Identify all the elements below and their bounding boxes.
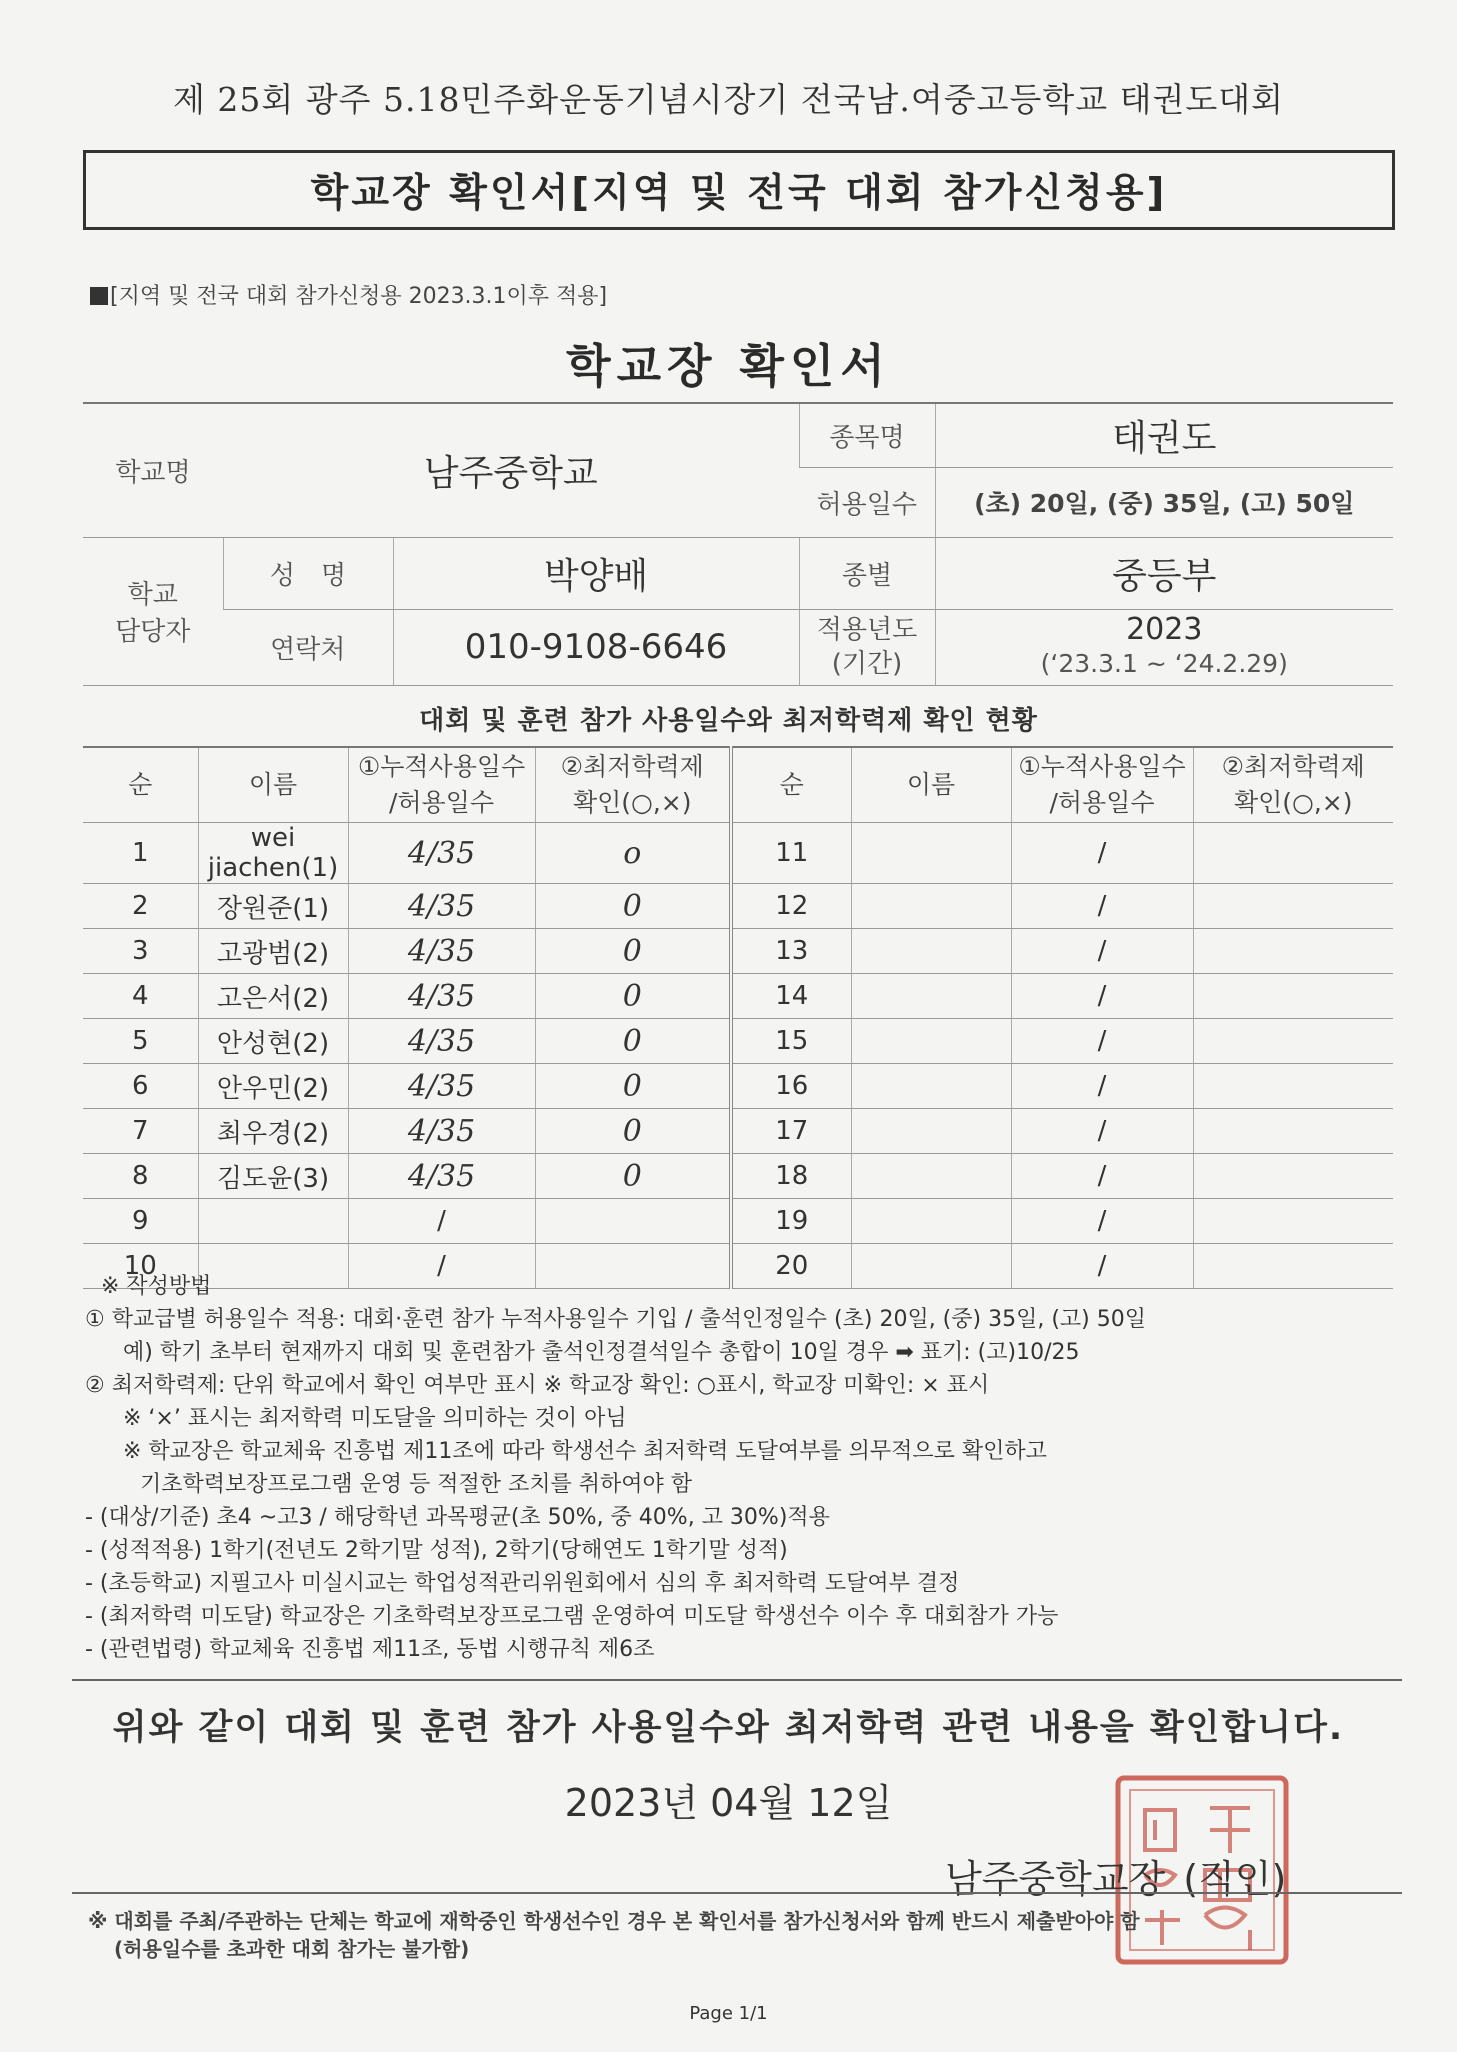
header-days-right-line-2: /허용일수 xyxy=(1049,788,1155,817)
student-name: 김도윤(3) xyxy=(198,1154,348,1199)
sport-value: 태권도 xyxy=(935,403,1393,467)
usage-table xyxy=(83,746,1393,1289)
days-used: / xyxy=(1011,1064,1193,1109)
row-number: 5 xyxy=(83,1019,198,1064)
header-check-right-line-2: 확인(○,×) xyxy=(1233,788,1353,817)
student-name: 고광범(2) xyxy=(198,929,348,974)
minimum-check: 0 xyxy=(535,884,731,929)
header-check-line-2: 확인(○,×) xyxy=(572,788,692,817)
square-bullet-icon xyxy=(90,287,108,305)
days-used: / xyxy=(348,1244,535,1289)
header-check-right xyxy=(1193,747,1393,823)
minimum-check xyxy=(1193,929,1393,974)
method-line-11: - (관련법령) 학교체육 진흥법 제11조, 동법 시행규칙 제6조 xyxy=(85,1637,655,1662)
student-name xyxy=(198,1199,348,1244)
notice-line xyxy=(90,279,607,310)
header-check-right-line-1: ②최저학력제 xyxy=(1221,752,1365,781)
days-used: 4/35 xyxy=(348,1109,535,1154)
method-line-3: ② 최저학력제: 단위 학교에서 확인 여부만 표시 ※ 학교장 확인: ○표시, 학교장 미확인: × 표시 xyxy=(85,1373,990,1398)
header-days-line-1: ①누적사용일수 xyxy=(357,752,526,781)
row-number: 7 xyxy=(83,1109,198,1154)
sport-label: 종목명 xyxy=(799,403,935,467)
student-name: wei jiachen(1) xyxy=(198,823,348,884)
minimum-check xyxy=(1193,1019,1393,1064)
student-name: 최우경(2) xyxy=(198,1109,348,1154)
table-row xyxy=(83,1109,1393,1154)
manager-label-line-1: 학교 xyxy=(127,580,178,610)
days-used: / xyxy=(1011,1154,1193,1199)
header-check xyxy=(535,747,731,823)
minimum-check xyxy=(1193,1199,1393,1244)
days-used: 4/35 xyxy=(348,823,535,884)
box-title: 학교장 확인서[지역 및 전국 대회 참가신청용] xyxy=(310,171,1168,216)
manager-name: 박양배 xyxy=(393,537,799,609)
header-days-right-line-1: ①누적사용일수 xyxy=(1018,752,1186,781)
table-row xyxy=(83,1199,1393,1244)
minimum-check: 0 xyxy=(535,1064,731,1109)
student-name xyxy=(851,929,1011,974)
notice-text: [지역 및 전국 대회 참가신청용 2023.3.1이후 적용] xyxy=(110,284,608,309)
student-name xyxy=(851,974,1011,1019)
minimum-check: 0 xyxy=(535,1019,731,1064)
days-used: 4/35 xyxy=(348,884,535,929)
division-value: 중등부 xyxy=(935,537,1393,609)
row-number: 14 xyxy=(731,974,851,1019)
table-row xyxy=(83,1019,1393,1064)
year-label xyxy=(799,609,935,685)
days-used: / xyxy=(1011,929,1193,974)
table-row xyxy=(83,823,1393,884)
seal-label: (직인) xyxy=(1183,1857,1287,1901)
minimum-check xyxy=(1193,974,1393,1019)
days-used: 4/35 xyxy=(348,1064,535,1109)
year-label-line-2: (기간) xyxy=(831,649,903,679)
method-line-1: ① 학교급별 허용일수 적용: 대회·훈련 참가 누적사용일수 기입 / 출석인정일수 (초) 20일, (중) 35일, (고) 50일 xyxy=(85,1307,1146,1332)
document-title: 학교장 확인서 xyxy=(566,339,891,393)
minimum-check: 0 xyxy=(535,1109,731,1154)
header-days xyxy=(348,747,535,823)
school-name: 남주중학교 xyxy=(223,403,799,537)
table-row xyxy=(83,929,1393,974)
header-name: 이름 xyxy=(198,747,348,823)
contact-label: 연락처 xyxy=(223,609,393,685)
row-number: 3 xyxy=(83,929,198,974)
table-header-row xyxy=(83,747,1393,823)
header-no-right: 순 xyxy=(731,747,851,823)
row-number: 9 xyxy=(83,1199,198,1244)
confirm-statement: 위와 같이 대회 및 훈련 참가 사용일수와 최저학력 관련 내용을 확인합니다. xyxy=(112,1708,1345,1748)
principal-name: 남주중학교장 xyxy=(945,1857,1166,1901)
minimum-check xyxy=(535,1199,731,1244)
method-line-6: 기초학력보장프로그램 운영 등 적절한 조치를 취하여야 함 xyxy=(140,1472,693,1497)
division-label: 종별 xyxy=(799,537,935,609)
student-name xyxy=(851,1199,1011,1244)
table-row xyxy=(83,884,1393,929)
days-used: / xyxy=(348,1199,535,1244)
minimum-check xyxy=(1193,1064,1393,1109)
student-name xyxy=(851,1064,1011,1109)
footer-divider xyxy=(72,1892,1402,1894)
minimum-check xyxy=(1193,884,1393,929)
footer-note xyxy=(88,1907,1388,1963)
row-number: 16 xyxy=(731,1064,851,1109)
student-name: 장원준(1) xyxy=(198,884,348,929)
header-no: 순 xyxy=(83,747,198,823)
days-used: / xyxy=(1011,1109,1193,1154)
student-name xyxy=(851,884,1011,929)
row-number: 6 xyxy=(83,1064,198,1109)
days-used: / xyxy=(1011,823,1193,884)
footer-note-line-2: (허용일수를 초과한 대회 참가는 불가함) xyxy=(114,1937,470,1961)
allow-days-label: 허용일수 xyxy=(799,467,935,537)
method-line-2: 예) 학기 초부터 현재까지 대회 및 훈련참가 출석인정결석일수 총합이 10일 경우 ➡ 표기: (고)10/25 xyxy=(123,1340,1080,1365)
minimum-check: 0 xyxy=(535,929,731,974)
manager-label-line-2: 담당자 xyxy=(115,617,191,647)
row-number: 10 xyxy=(83,1244,198,1289)
student-name xyxy=(851,1019,1011,1064)
minimum-check xyxy=(1193,823,1393,884)
minimum-check: 0 xyxy=(535,974,731,1019)
student-name: 고은서(2) xyxy=(198,974,348,1019)
row-number: 11 xyxy=(731,823,851,884)
year-label-line-1: 적용년도 xyxy=(816,615,918,645)
contact-value: 010-9108-6646 xyxy=(393,609,799,685)
method-heading: ※ 작성방법 xyxy=(101,1274,212,1299)
days-used: / xyxy=(1011,1244,1193,1289)
row-number: 20 xyxy=(731,1244,851,1289)
header-days-right xyxy=(1011,747,1193,823)
year-cell xyxy=(935,609,1393,685)
info-table xyxy=(83,402,1393,686)
method-line-5: ※ 학교장은 학교체육 진흥법 제11조에 따라 학생선수 최저학력 도달여부를 의무적으로 확인하고 xyxy=(123,1439,1047,1464)
student-name xyxy=(851,1109,1011,1154)
table-row xyxy=(83,1064,1393,1109)
method-line-4: ※ ‘×’ 표시는 최저학력 미도달을 의미하는 것이 아님 xyxy=(123,1406,627,1431)
row-number: 13 xyxy=(731,929,851,974)
name-label: 성 명 xyxy=(223,537,393,609)
allow-days-value: (초) 20일, (중) 35일, (고) 50일 xyxy=(935,467,1393,537)
minimum-check: o xyxy=(535,823,731,884)
year-value: 2023 xyxy=(1126,612,1203,647)
days-used: / xyxy=(1011,1019,1193,1064)
method-line-9: - (초등학교) 지필고사 미실시교는 학업성적관리위원회에서 심의 후 최저학력 도달여부 결정 xyxy=(85,1571,960,1596)
page-number: Page 1/1 xyxy=(689,2003,768,2024)
row-number: 2 xyxy=(83,884,198,929)
title-box xyxy=(83,150,1395,230)
student-name xyxy=(851,1154,1011,1199)
method-line-7: - (대상/기준) 초4 ~고3 / 해당학년 과목평균(초 50%, 중 40%, 고 30%)적용 xyxy=(85,1505,830,1530)
row-number: 12 xyxy=(731,884,851,929)
manager-label xyxy=(83,537,223,685)
days-used: 4/35 xyxy=(348,1154,535,1199)
row-number: 1 xyxy=(83,823,198,884)
student-name: 안우민(2) xyxy=(198,1064,348,1109)
row-number: 18 xyxy=(731,1154,851,1199)
days-used: / xyxy=(1011,884,1193,929)
school-label: 학교명 xyxy=(83,403,223,537)
row-number: 19 xyxy=(731,1199,851,1244)
days-used: 4/35 xyxy=(348,929,535,974)
section-title: 대회 및 훈련 참가 사용일수와 최저학력제 확인 현황 xyxy=(419,706,1038,736)
days-used: / xyxy=(1011,974,1193,1019)
footer-note-line-1: ※ 대회를 주최/주관하는 단체는 학교에 재학중인 학생선수인 경우 본 확인서를 참가신청서와 함께 반드시 제출받아야 함 xyxy=(88,1909,1140,1933)
table-row xyxy=(83,1154,1393,1199)
issue-date: 2023년 04월 12일 xyxy=(564,1781,893,1825)
student-name xyxy=(851,823,1011,884)
table-body xyxy=(83,823,1393,1289)
header-days-line-2: /허용일수 xyxy=(388,788,495,817)
table-row xyxy=(83,974,1393,1019)
principal-signature xyxy=(945,1848,1286,1903)
period-value: (‘23.3.1 ~ ‘24.2.29) xyxy=(1040,649,1288,678)
header-check-line-1: ②최저학력제 xyxy=(560,752,704,781)
row-number: 17 xyxy=(731,1109,851,1154)
method-line-10: - (최저학력 미도달) 학교장은 기초학력보장프로그램 운영하여 미도달 학생선수 이수 후 대회참가 가능 xyxy=(85,1604,1059,1629)
days-used: 4/35 xyxy=(348,1019,535,1064)
writing-method xyxy=(85,1270,1395,1666)
divider-line xyxy=(72,1679,1402,1681)
days-used: 4/35 xyxy=(348,974,535,1019)
student-name: 안성현(2) xyxy=(198,1019,348,1064)
row-number: 15 xyxy=(731,1019,851,1064)
method-line-8: - (성적적용) 1학기(전년도 2학기말 성적), 2학기(당해연도 1학기말 성적) xyxy=(85,1538,788,1563)
minimum-check xyxy=(1193,1154,1393,1199)
row-number: 8 xyxy=(83,1154,198,1199)
minimum-check: 0 xyxy=(535,1154,731,1199)
header-name-right: 이름 xyxy=(851,747,1011,823)
competition-title: 제 25회 광주 5.18민주화운동기념시장기 전국남.여중고등학교 태권도대회 xyxy=(173,80,1284,119)
days-used: / xyxy=(1011,1199,1193,1244)
minimum-check xyxy=(1193,1109,1393,1154)
row-number: 4 xyxy=(83,974,198,1019)
